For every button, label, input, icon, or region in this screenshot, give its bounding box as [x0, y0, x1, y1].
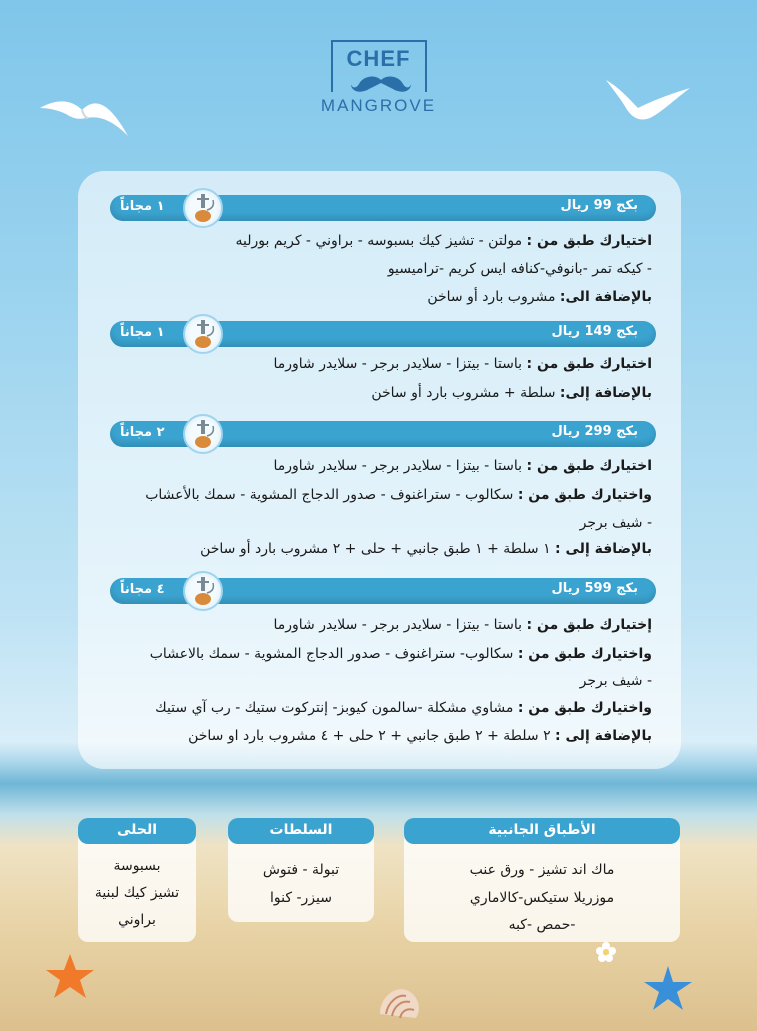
line-text: باستا - بيتزا - سلايدر برجر - سلايدر شاورما [273, 617, 527, 633]
seashell-icon [376, 984, 424, 1024]
package-line [580, 673, 652, 689]
seagull-icon [38, 96, 130, 140]
package-title: بكج 99 ريال [560, 198, 638, 213]
line-text: ٢ سلطة + ٢ طبق جانبي + ٢ حلى + ٤ مشروب بارد او ساخن [188, 728, 556, 744]
hookah-icon [183, 188, 223, 228]
side-dish-item: ماك اند تشيز - ورق عنب [469, 862, 615, 878]
line-text: ١ سلطة + ١ طبق جانبي + حلى + ٢ مشروب بارد أو ساخن [200, 541, 556, 557]
line-text: سكالوب - ستراغنوف - صدور الدجاج المشوية - سمك بالأعشاب [145, 487, 518, 503]
line-label: بالإضافة الى: [559, 289, 652, 305]
line-label: واختيارك طبق من : [517, 646, 652, 662]
starfish-icon [44, 952, 96, 1002]
desserts-title: الحلى [78, 818, 196, 844]
seagull-icon [604, 78, 696, 122]
side-dish-item: -حمص -كبه [508, 917, 576, 933]
hookah-icon [183, 414, 223, 454]
line-text: سكالوب- ستراغنوف - صدور الدجاج المشوية - سمك بالاعشاب [149, 646, 518, 662]
line-text: - شيف برجر [579, 515, 652, 531]
package-line [145, 487, 652, 503]
package-line [371, 385, 652, 401]
side-dishes-title: الأطباق الجانبية [404, 818, 680, 844]
starfish-icon [642, 964, 694, 1014]
salad-item: سيزر- كنوا [270, 890, 332, 906]
package-title: بكج 599 ريال [551, 581, 638, 596]
logo-frame [331, 40, 427, 92]
package-line [150, 646, 652, 662]
line-label: إختيارك طبق من : [526, 617, 652, 633]
package-line [388, 261, 652, 277]
package-line [274, 356, 653, 372]
line-label: واختيارك طبق من : [517, 487, 652, 503]
line-text: - كيكه تمر -بانوفي-كنافه ايس كريم -تراميسيو [387, 261, 652, 277]
line-text: مشاوي مشكلة -سالمون كيوبز- إنتركوت ستيك - رب آي ستيك [155, 700, 518, 716]
line-label: بالإضافة إلى : [555, 541, 652, 557]
flower-icon [596, 942, 616, 962]
line-label: واختيارك طبق من : [517, 700, 652, 716]
dessert-item: تشيز كيك لبنية [94, 885, 180, 901]
free-hookah-badge: ٢ مجاناً [120, 425, 165, 440]
line-text: مشروب بارد أو ساخن [427, 289, 560, 305]
line-text: سلطة + مشروب بارد أو ساخن [371, 385, 560, 401]
package-line [274, 458, 653, 474]
line-label: بالإضافة إلى: [559, 385, 652, 401]
package-title: بكج 149 ريال [551, 324, 638, 339]
dessert-item: براوني [118, 912, 156, 928]
package-line [155, 700, 652, 716]
side-dish-item: موزريلا ستيكس-كالاماري [469, 890, 615, 906]
line-text: مولتن - تشيز كيك بسبوسه - براوني - كريم بورليه [235, 233, 527, 249]
mustache-icon [351, 74, 411, 94]
logo-brand: CHEF [346, 46, 411, 71]
free-hookah-badge: ١ مجاناً [120, 199, 165, 214]
package-line [580, 515, 652, 531]
line-label: بالإضافة إلى : [555, 728, 652, 744]
line-text: باستا - بيتزا - سلايدر برجر - سلايدر شاورما [273, 458, 527, 474]
free-hookah-badge: ٤ مجاناً [120, 582, 165, 597]
hookah-icon [183, 571, 223, 611]
package-line [188, 728, 652, 744]
salad-item: تبولة - فتوش [262, 862, 340, 878]
free-hookah-badge: ١ مجاناً [120, 325, 165, 340]
package-line [274, 617, 653, 633]
line-label: اختيارك طبق من : [526, 356, 652, 372]
package-title: بكج 299 ريال [551, 424, 638, 439]
line-text: - شيف برجر [579, 673, 652, 689]
package-line [236, 233, 652, 249]
line-label: اختيارك طبق من : [526, 233, 652, 249]
line-label: اختيارك طبق من : [526, 458, 652, 474]
salads-title: السلطات [228, 818, 374, 844]
logo-name: MANGROVE [320, 96, 437, 115]
package-line [427, 289, 652, 305]
dessert-item: بسبوسة [113, 858, 161, 874]
hookah-icon [183, 314, 223, 354]
package-line [200, 541, 652, 557]
line-text: باستا - بيتزا - سلايدر برجر - سلايدر شاورما [273, 356, 527, 372]
